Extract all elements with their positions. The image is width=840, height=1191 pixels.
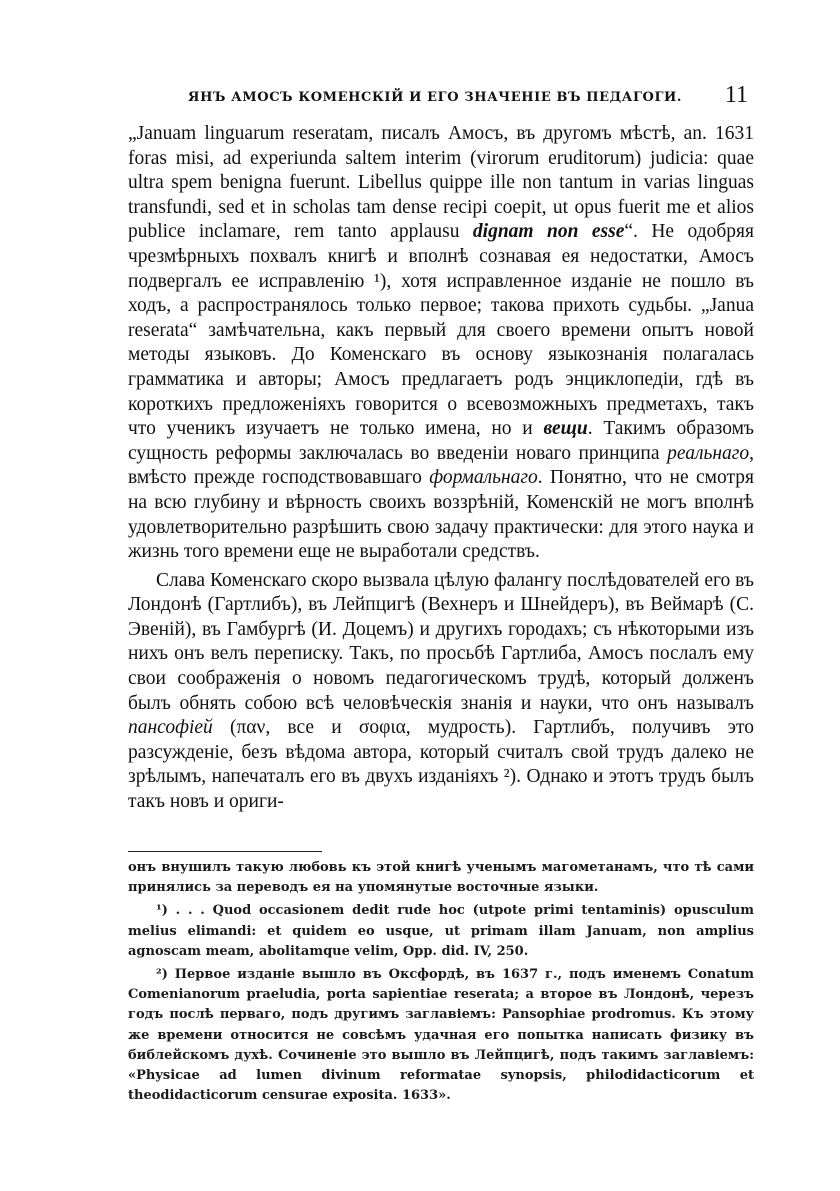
page-header bbox=[128, 82, 748, 112]
text-run: . Такимъ образомъ сущность реформы заключалась во введеніи новаго принципа bbox=[128, 418, 754, 464]
footnotes bbox=[128, 858, 754, 1106]
footnote-rule bbox=[128, 851, 322, 852]
footnote-1: ¹) . . . Quod occasionem dedit rude hoc (utpote primi tentaminis) opusculum melius elimandi: et quidem eo usque, ut primam illam Januam, non amplius agnoscam meam, abolitamque velim, Opp. did. IV, 250. bbox=[128, 903, 754, 959]
text-run: Слава Коменскаго скоро вызвала цѣлую фалангу послѣдователей его въ Лондонѣ (Гартлибъ), въ Лейпцигѣ (Вехнеръ и Шнейдеръ), въ Веймарѣ (С. Эвеній), въ Гамбургѣ (И. Доцемъ) и другихъ городахъ; съ нѣкоторыми изъ нихъ онъ велъ переписку. Такъ, по просьбѣ Гартлиба, Амосъ послалъ ему свои соображенія о новомъ педагогическомъ трудѣ, который долженъ былъ обнять собою всѣ человѣческія знанія и науки, что онъ называлъ bbox=[128, 569, 754, 714]
main-text bbox=[128, 122, 754, 815]
emphasis-text: dignam non esse bbox=[472, 221, 625, 243]
text-run: . Понятно, что не смотря на всю глубину и вѣрность своихъ воззрѣній, Коменскій не могъ вполнѣ удовлетворительно разрѣшить свою задачу практически: для этого наука и жизнь того времени еще не выработали средствъ. bbox=[128, 467, 754, 563]
text-run: (παν, все и σοφια, мудрость). Гартлибъ, получивъ это разсужденіе, безъ вѣдома автора, который считалъ свой трудъ далеко не зрѣлымъ, напечаталъ его въ двухъ изданіяхъ ²). Однако и этотъ трудъ былъ такъ новъ и ориги- bbox=[128, 717, 754, 813]
text-run: , вмѣсто прежде господствовавшаго bbox=[128, 442, 754, 489]
emphasis-text: формальнаго bbox=[429, 467, 538, 489]
text-run: “. Не одобряя чрезмѣрныхъ похвалъ книгѣ и вполнѣ сознавая ея недостатки, Амосъ подвергалъ ее исправленію ¹), хотя исправленное изданіе не пошло въ ходъ, а распространялось только первое; такова прихоть судьбы. „Janua reserata“ замѣчательна, какъ первый для своего времени опытъ новой методы языковъ. До Коменскаго въ основу языкознанія полагалась грамматика и авторы; Амосъ предлагаетъ родъ энциклопедіи, гдѣ въ короткихъ предложеніяхъ говорится о всевозможныхъ предметахъ, такъ что ученикъ изучаетъ не только имена, но и bbox=[128, 221, 754, 440]
paragraph-2 bbox=[128, 569, 754, 815]
text-run: „Januam linguarum reseratam, писалъ Амосъ, въ другомъ мѣстѣ, an. 1631 foras misi, ad experiunda saltem interim (virorum eruditorum) judicia: quae ultra spem benigna fuerunt. Libellus quippe ille non tantum in varias linguas transfundi, sed et in scholas tam dense recipi coepit, ut opus fuerit me et alios publice inclamare, rem tanto applausu bbox=[128, 123, 754, 243]
emphasis-text: реальнаго bbox=[667, 442, 750, 464]
running-head: ЯНЪ АМОСЪ КОМЕНСКІЙ И ЕГО ЗНАЧЕНІЕ ВЪ ПЕДАГОГИ. bbox=[188, 90, 683, 105]
footnote-2: ²) Первое изданіе вышло въ Оксфордѣ, въ 1637 г., подъ именемъ Conatum Comenianorum praeludia, porta sapientiae reserata; а второе въ Лондонѣ, черезъ годъ послѣ перваго, подъ другимъ заглавіемъ: Pansophiae prodromus. Къ этому же времени относится не совсѣмъ удачная его попытка написать физику въ библейскомъ духѣ. Сочиненіе это вышло въ Лейпцигѣ, подъ такимъ заглавіемъ: «Physicae ad lumen divinum reformatae synopsis, philodidacticorum et theodidacticorum censurae exposita. 1633». bbox=[128, 967, 754, 1104]
paragraph-1 bbox=[128, 122, 754, 565]
page-number: 11 bbox=[724, 82, 748, 108]
emphasis-text: вещи bbox=[543, 418, 588, 440]
footnote-continuation: онъ внушилъ такую любовь къ этой книгѣ ученымъ магометанамъ, что тѣ сами принялись за переводъ ея на упомянутые восточные языки. bbox=[128, 860, 754, 896]
emphasis-text: пансофіей bbox=[128, 717, 213, 739]
